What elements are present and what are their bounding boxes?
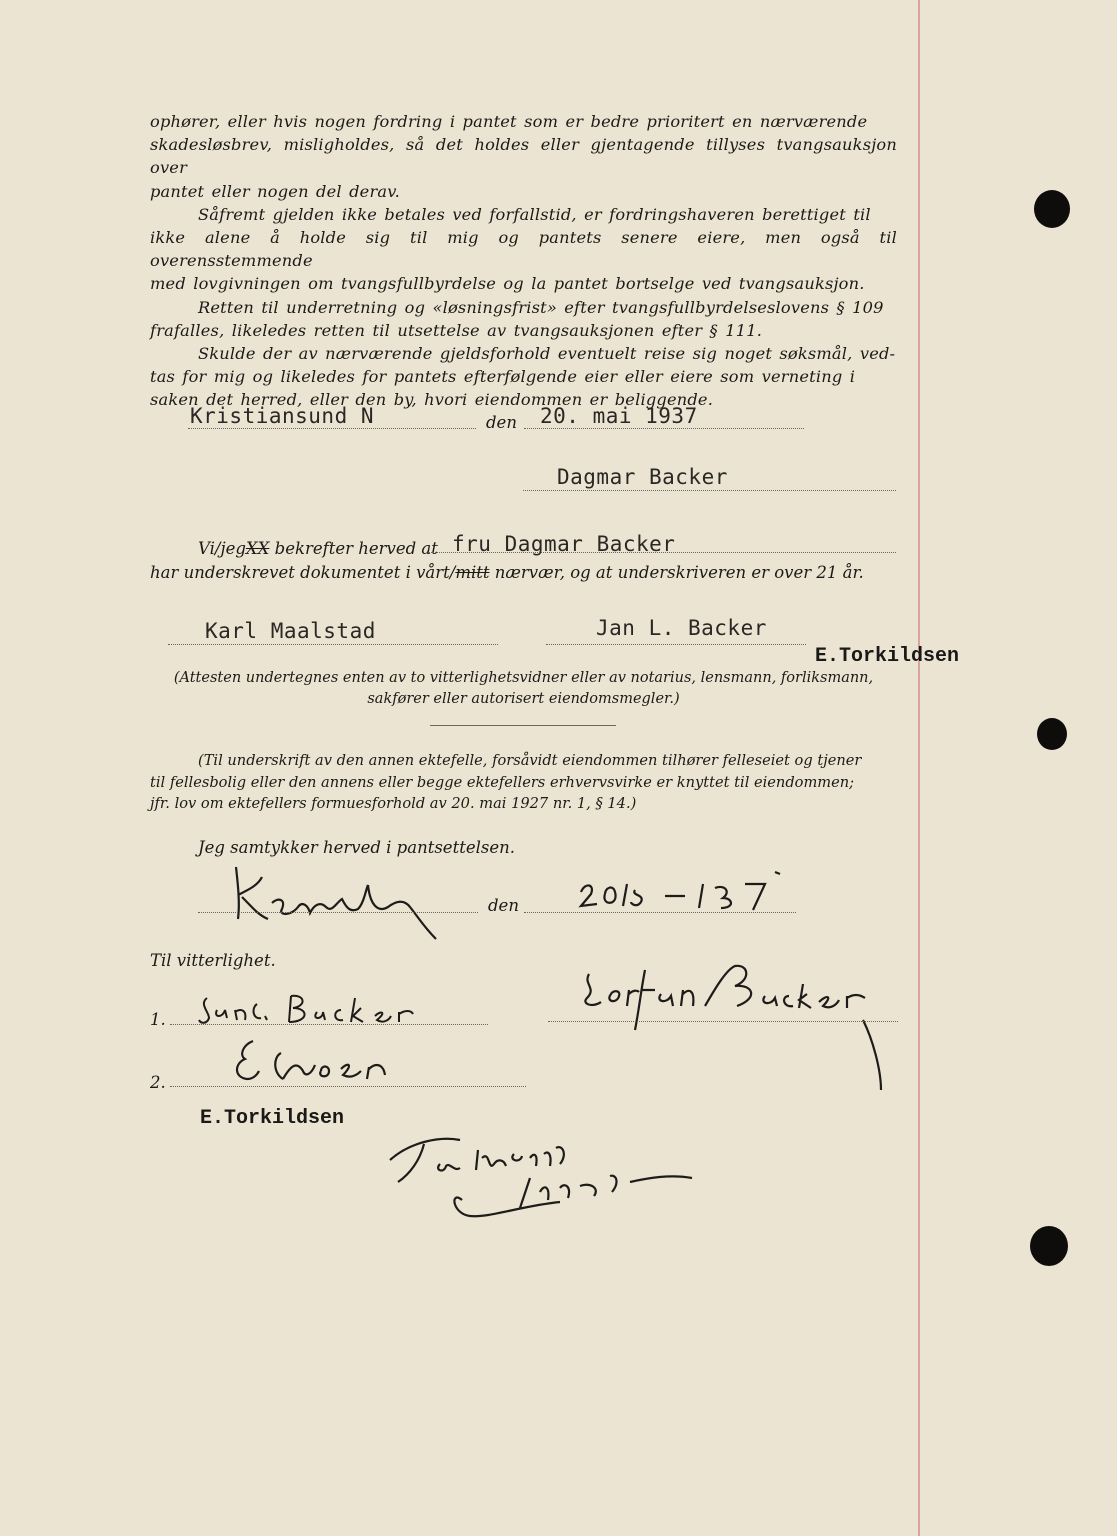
body-paragraph — [150, 110, 897, 412]
body-line: ikke alene å holde sig til mig og pantets senere eiere, men også til overensstemmende — [150, 228, 897, 271]
attest-verb: bekrefter herved at — [269, 539, 438, 558]
signer-name: Dagmar Backer — [557, 465, 728, 489]
number-1: 1. — [150, 1010, 166, 1029]
body-line-text: Skulde der av nærværende gjeldsforhold eventuelt reise sig noget søksmål, ved- — [198, 344, 896, 364]
struck-text: mitt — [455, 563, 490, 582]
struck-text: XX — [245, 539, 270, 558]
consent-den-label: den — [488, 896, 519, 915]
place-line — [188, 428, 476, 429]
stamp-name-2: E.Torkildsen — [200, 1107, 345, 1130]
vitterlighet-line-2 — [170, 1086, 526, 1087]
consent-date-line — [524, 912, 796, 913]
punch-hole — [1030, 1226, 1068, 1266]
body-line — [150, 342, 897, 365]
registrar-signature — [380, 1130, 710, 1225]
body-line-text: Såfremt gjelden ikke betales ved forfallstid, er fordringshaveren berettiget til — [198, 204, 871, 224]
spouse-signature-line — [548, 1021, 898, 1022]
body-line: frafalles, likeledes retten til utsettelse av tvangsauksjonen efter § 111. — [150, 320, 763, 340]
witness-signature-2 — [225, 1035, 415, 1090]
spouse-note — [150, 750, 897, 815]
attest-name-line — [428, 552, 896, 553]
signer-line — [523, 490, 896, 491]
vitterlighet-label: Til vitterlighet. — [150, 951, 276, 970]
body-line-text: Retten til underretning og «løsningsfrist» efter tvangsfullbyrdelseslovens § 109 — [198, 297, 884, 317]
date-text: 20. mai 1937 — [540, 404, 698, 428]
consent-text: Jeg samtykker herved i pantsettelsen. — [198, 838, 515, 857]
stamp-name: E.Torkildsen — [815, 645, 960, 668]
body-line — [150, 203, 897, 226]
body-line: tas for mig og likeledes for pantets efterfølgende eier eller eiere som verneting i — [150, 367, 856, 387]
divider — [430, 725, 616, 726]
spouse-note-text: (Til underskrift av den annen ektefelle, forsåvidt eiendommen tilhører felleseiet og tjener — [198, 752, 862, 769]
punch-hole — [1034, 190, 1070, 228]
attest-note-line: sakfører eller autorisert eiendomsmegler.) — [367, 691, 680, 707]
witness-2-line — [546, 644, 806, 645]
margin-rule — [918, 0, 920, 1536]
attest-line2-a: har underskrevet dokumentet i vårt/ — [150, 563, 456, 582]
number-2: 2. — [150, 1073, 166, 1092]
body-line: skadesløsbrev, misligholdes, så det holdes eller gjentagende tillyses tvangsauksjon over — [150, 135, 897, 178]
body-line: pantet eller nogen del derav. — [150, 181, 401, 201]
body-line: med lovgivningen om tvangsfullbyrdelse og la pantet bortselge ved tvangsauksjon. — [150, 274, 865, 294]
spouse-note-line: til fellesbolig eller den annens eller begge ektefellers erhvervsvirke er knyttet til eiendommen; — [150, 773, 855, 791]
date-signature — [575, 862, 815, 922]
consent-place-line — [198, 912, 478, 913]
attest-note-line: (Attesten undertegnes enten av to vitterlighetsvidner eller av notarius, lensmann, forliksmann, — [173, 670, 874, 686]
date-line — [524, 428, 804, 429]
punch-hole — [1037, 718, 1067, 750]
attest-note — [150, 668, 897, 710]
witness-1-line — [168, 644, 498, 645]
spouse-note-line — [150, 750, 897, 772]
body-line: ophører, eller hvis nogen fordring i pantet som er bedre prioritert en nærværende — [150, 112, 868, 131]
attest-line-1 — [198, 539, 438, 558]
attest-prefix: Vi/jeg — [198, 539, 246, 558]
attest-line-2 — [150, 563, 864, 582]
body-line: saken det herred, eller den by, hvori eiendommen er beliggende. — [150, 390, 714, 410]
body-line — [150, 296, 897, 319]
place-signature — [228, 855, 448, 945]
vitterlighet-line-1 — [170, 1024, 488, 1025]
spouse-signature — [575, 960, 895, 1100]
attest-line2-b: nærvær, og at underskriveren er over 21 år. — [489, 563, 864, 582]
den-label: den — [486, 413, 517, 432]
attested-name: fru Dagmar Backer — [452, 532, 676, 556]
witness-2: Jan L. Backer — [596, 616, 767, 640]
spouse-note-line: jfr. lov om ektefellers formuesforhold av 20. mai 1927 nr. 1, § 14.) — [150, 795, 637, 812]
witness-1: Karl Maalstad — [205, 619, 376, 643]
place-text: Kristiansund N — [190, 404, 375, 428]
